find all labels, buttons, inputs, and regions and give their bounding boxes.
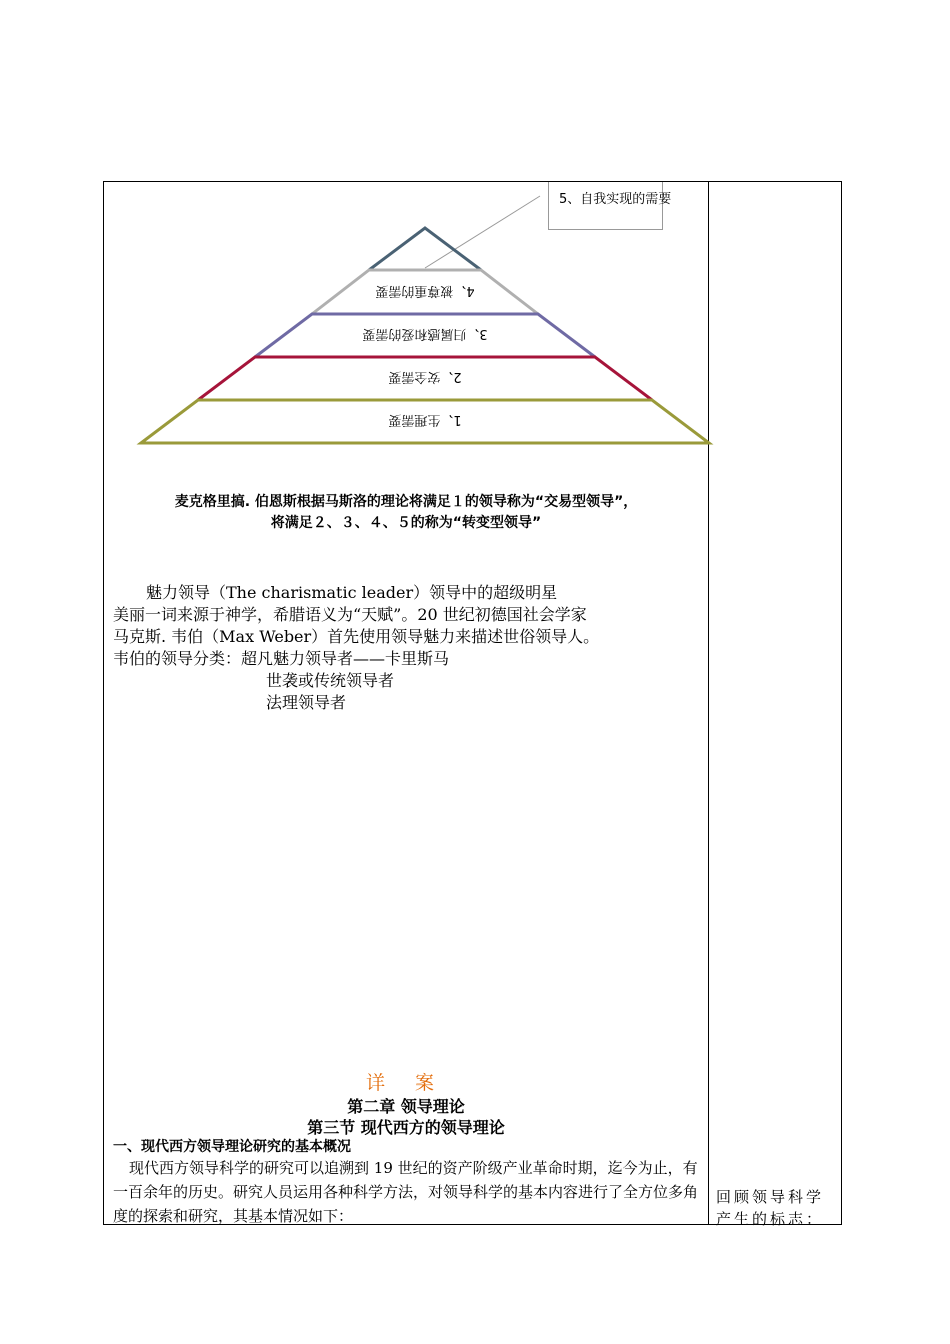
side-note: 回顾领导科学产生的标志： (716, 1188, 825, 1228)
overview-paragraph: 现代西方领导科学的研究可以追溯到 19 世纪的资产阶级产业革命时期，迄今为止，有一百余年的历史。研究人员运用各种科学方法，对领导科学的基本内容进行了全方位多角度的探索和研究，其基本情况如下： (113, 1159, 699, 1225)
section-heading: 第三节 现代西方的领导理论 (307, 1118, 505, 1137)
pyramid-level-3-label: 3、归属感和爱的需要 (362, 326, 488, 341)
pyramid-level-4-label: 4、被尊重的需要 (375, 283, 475, 298)
pyramid-peak-label: 5、自我实现的需要 (548, 182, 663, 230)
charisma-line-6: 法理领导者 (266, 693, 347, 712)
pyramid-level-5 (369, 228, 481, 270)
charisma-line-3: 马克斯. 韦伯（Max Weber）首先使用领导魅力来描述世俗领导人。 (113, 627, 600, 646)
chapter-heading: 第二章 领导理论 (347, 1097, 465, 1116)
caption-line-1: 麦克格里搞. 伯恩斯根据马斯洛的理论将满足１的领导称为“交易型领导”， (174, 494, 638, 510)
charisma-line-2: 美丽一词来源于神学，希腊语义为“天赋”。20 世纪初德国社会学家 (113, 605, 587, 624)
maslow-pyramid (0, 0, 950, 460)
pointer-line (425, 196, 540, 268)
pyramid-level-2-label: 2、安全需要 (388, 369, 462, 384)
caption-line-2: 将满足２、３、４、５的称为“转变型领导” (270, 515, 542, 531)
pyramid-level-1-label: 1、生理需要 (388, 412, 462, 427)
charisma-line-1: 魅力领导（The charismatic leader）领导中的超级明星 (146, 583, 558, 602)
charisma-line-4: 韦伯的领导分类：超凡魅力领导者——卡里斯马 (113, 649, 450, 668)
charisma-line-5: 世袭或传统领导者 (266, 671, 395, 690)
subsection-heading: 一、现代西方领导理论研究的基本概况 (113, 1139, 351, 1155)
details-title: 详 案 (365, 1072, 447, 1094)
